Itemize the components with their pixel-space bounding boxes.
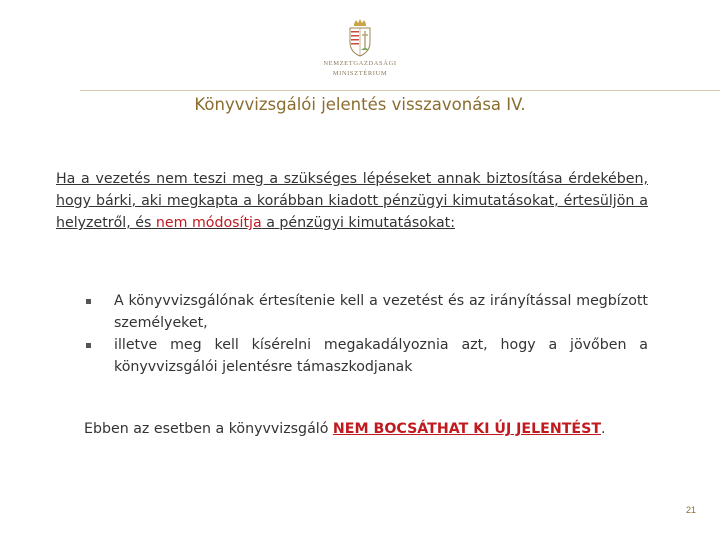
logo-text-line2: MINISZTÉRIUM	[332, 70, 388, 77]
logo-text-line1: NEMZETGAZDASÁGI	[323, 60, 397, 67]
slide-title: Könyvvizsgálói jelentés visszavonása IV.	[194, 95, 526, 114]
bullet-text: illetve meg kell kísérelni megakadályoznia azt, hogy a jövőben a könyvvizsgálói jelentésre támaszkodjanak	[114, 337, 648, 375]
coat-of-arms-icon	[347, 18, 373, 58]
intro-text-part1: Ha a vezetés nem teszi meg a szükséges lépéseket annak biztosítása érdekében, hogy bárki, aki megkapta a korábban kiadott pénzügyi kimutatásokat, értesüljön a helyzetről, és	[56, 171, 648, 231]
ministry-logo	[318, 18, 402, 82]
conclusion-emphasis: NEM BOCSÁTHAT KI ÚJ JELENTÉST	[332, 421, 601, 437]
square-bullet-icon	[86, 343, 91, 348]
list-item	[84, 334, 648, 378]
intro-highlight: nem módosítja	[155, 215, 262, 231]
conclusion-prefix: Ebben az esetben a könyvvizsgáló	[84, 421, 333, 437]
conclusion-paragraph	[84, 418, 684, 440]
conclusion-suffix: .	[601, 421, 606, 437]
intro-paragraph	[56, 168, 648, 234]
page-number: 21	[685, 505, 696, 515]
intro-text-part2: a pénzügyi kimutatásokat:	[261, 215, 455, 231]
bullet-list	[84, 290, 648, 378]
header-divider	[80, 90, 720, 91]
bullet-text: A könyvvizsgálónak értesítenie kell a vezetést és az irányítással megbízott személyeket,	[114, 293, 648, 331]
square-bullet-icon	[86, 299, 91, 304]
list-item	[84, 290, 648, 334]
